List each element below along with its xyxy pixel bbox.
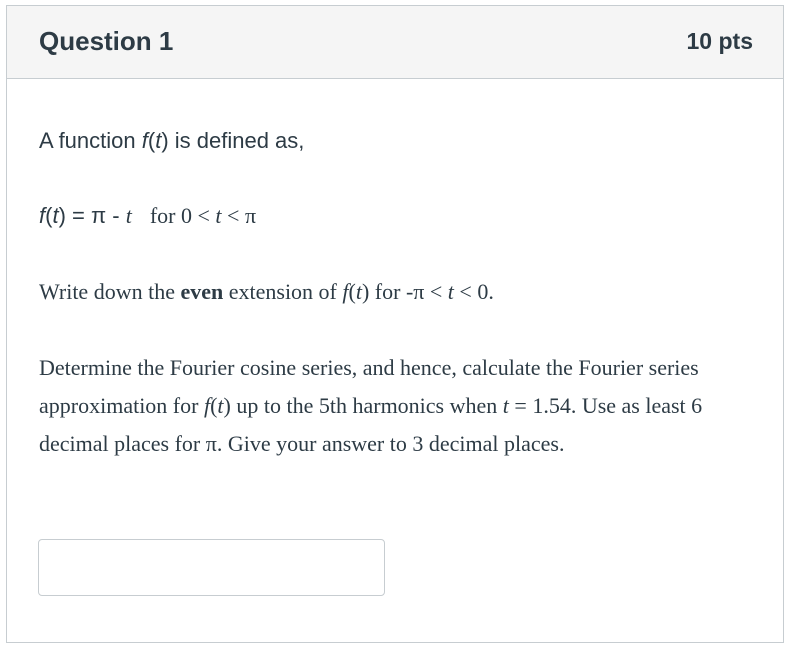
question-line-1: A function f(t) is defined as, — [39, 128, 305, 153]
question-line-3: Write down the even extension of f(t) for -π < t < 0. — [39, 279, 494, 304]
question-header — [7, 6, 783, 79]
question-title: Question 1 — [39, 26, 174, 56]
question-points: 10 pts — [686, 28, 753, 54]
function-definition: f(t) = π - t for 0 < t < π — [39, 203, 257, 228]
answer-input[interactable] — [38, 539, 385, 596]
question-card — [6, 5, 784, 643]
question-instructions: Determine the Fourier cosine series, and hence, calculate the Fourier series approximation for f(t) up to the 5th harmonics when t = 1.54. Use as least 6 decimal places for π. Give your answer to 3 decimal places. — [39, 355, 703, 456]
